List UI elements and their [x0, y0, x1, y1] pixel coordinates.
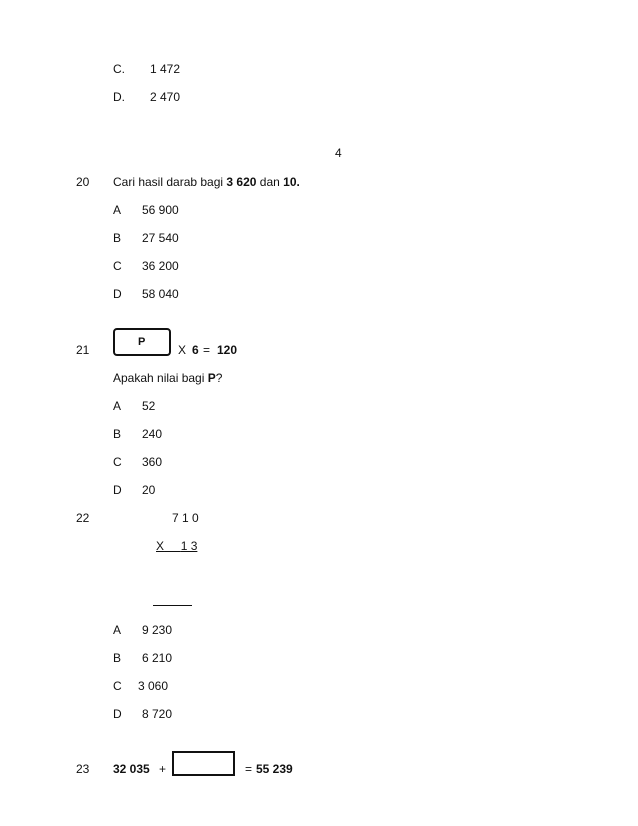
q20-option-value-c: 36 200 — [142, 259, 179, 273]
question-20-stem: Cari hasil darab bagi 3 620 dan 10. — [113, 175, 300, 189]
question-number-23: 23 — [76, 762, 90, 776]
page-number: 4 — [335, 146, 342, 160]
q21-multiplier: 6 — [192, 343, 199, 357]
q20-option-letter-b: B — [113, 231, 122, 245]
q22-option-value-d: 8 720 — [142, 707, 173, 721]
q21-equals: = — [203, 343, 211, 357]
q22-option-value-b: 6 210 — [142, 651, 173, 665]
q21-option-value-a: 52 — [142, 399, 156, 413]
q22-option-letter-c: C — [113, 679, 122, 693]
q20-option-value-d: 58 040 — [142, 287, 179, 301]
q22-answer-line — [153, 605, 192, 606]
q21-unknown-box — [113, 328, 171, 356]
q21-option-value-b: 240 — [142, 427, 163, 441]
q21-option-value-d: 20 — [142, 483, 156, 497]
q20-option-letter-c: C — [113, 259, 122, 273]
prev-option-value-d: 2 470 — [150, 90, 181, 104]
prev-option-letter-d: D. — [113, 90, 125, 104]
q21-option-letter-b: B — [113, 427, 122, 441]
q23-addend: 32 035 — [113, 762, 150, 776]
question-21-stem: Apakah nilai bagi P? — [113, 371, 223, 385]
q22-option-value-a: 9 230 — [142, 623, 173, 637]
q21-box-label: P — [138, 336, 146, 348]
q23-answer-box — [172, 751, 235, 776]
question-number-20: 20 — [76, 175, 90, 189]
q20-option-value-b: 27 540 — [142, 231, 179, 245]
prev-option-letter-c: C. — [113, 62, 125, 76]
q21-option-value-c: 360 — [142, 455, 163, 469]
q22-option-letter-b: B — [113, 651, 122, 665]
q21-option-letter-c: C — [113, 455, 122, 469]
q22-multiply-row: X 1 3 — [156, 539, 198, 553]
q22-option-letter-a: A — [113, 623, 122, 637]
q22-option-letter-d: D — [113, 707, 122, 721]
question-number-22: 22 — [76, 511, 90, 525]
q21-option-letter-a: A — [113, 399, 122, 413]
q23-plus: + — [159, 762, 167, 776]
q20-option-letter-a: A — [113, 203, 122, 217]
q22-top-number: 7 1 0 — [172, 511, 199, 525]
q23-equals: = — [245, 762, 253, 776]
q21-result: 120 — [217, 343, 238, 357]
q20-option-letter-d: D — [113, 287, 122, 301]
q20-option-value-a: 56 900 — [142, 203, 179, 217]
prev-option-value-c: 1 472 — [150, 62, 181, 76]
q22-option-value-c: 3 060 — [138, 679, 169, 693]
q23-sum: 55 239 — [256, 762, 293, 776]
q21-option-letter-d: D — [113, 483, 122, 497]
question-number-21: 21 — [76, 343, 90, 357]
q21-operator: X — [178, 343, 187, 357]
